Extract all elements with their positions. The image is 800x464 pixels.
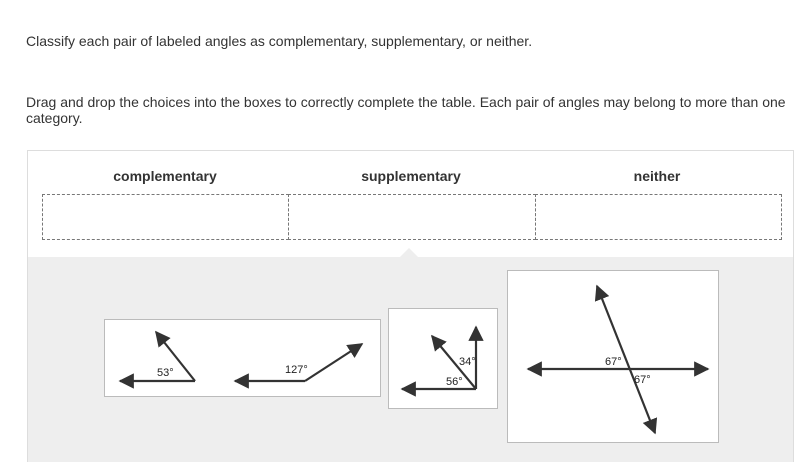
angle-pair-34-56-figure <box>389 309 499 410</box>
drop-zone-complementary[interactable] <box>42 194 289 240</box>
tray-pointer <box>400 248 418 257</box>
angle-label-34: 34° <box>459 356 476 368</box>
angle-pair-67-67-figure <box>508 271 720 444</box>
angle-label-67-bottom: 67° <box>634 374 651 386</box>
drop-zone-neither[interactable] <box>535 194 782 240</box>
column-header-complementary: complementary <box>113 168 217 184</box>
choice-tile-53-127[interactable] <box>104 319 381 397</box>
choices-tray <box>28 257 793 462</box>
ray-up-right <box>305 344 362 381</box>
angle-label-56: 56° <box>446 376 463 388</box>
instruction-drag-drop: Drag and drop the choices into the boxes to correctly complete the table. Each pair of angles may belong to more than one category. <box>26 94 786 126</box>
table-header <box>28 151 793 195</box>
angle-label-67-top: 67° <box>605 356 622 368</box>
instruction-classify: Classify each pair of labeled angles as complementary, supplementary, or neither. <box>26 33 533 49</box>
column-header-supplementary: supplementary <box>361 168 461 184</box>
choice-tile-67-67[interactable] <box>507 270 719 443</box>
angle-label-127: 127° <box>285 364 308 376</box>
column-header-neither: neither <box>633 168 681 184</box>
choice-tile-34-56[interactable] <box>388 308 498 409</box>
drop-zone-supplementary[interactable] <box>288 194 536 240</box>
angle-pair-53-127-figure <box>105 320 382 398</box>
angle-label-53: 53° <box>157 367 174 379</box>
drag-drop-panel <box>27 150 794 462</box>
